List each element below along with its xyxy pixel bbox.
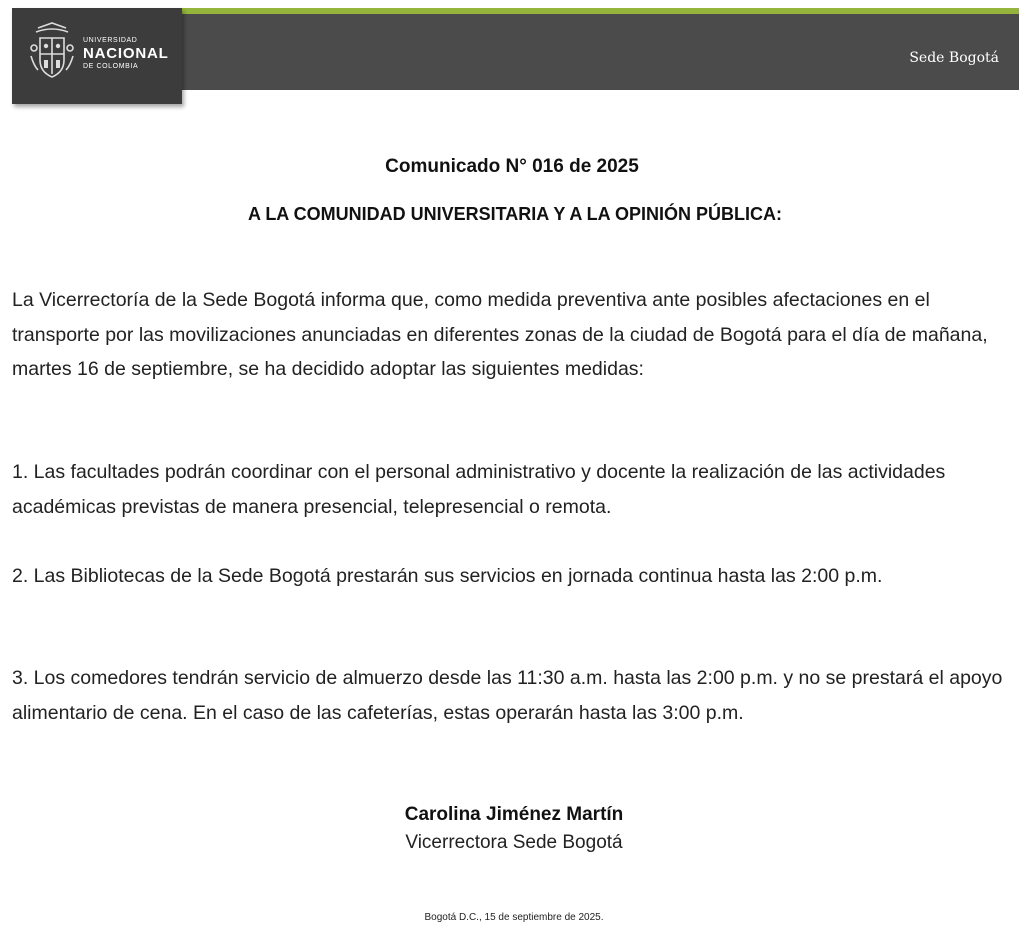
page-header [12, 8, 1019, 90]
measure-1-paragraph: 1. Las facultades podrán coordinar con el personal administrativo y docente la realización de las actividades académicas previstas de manera presencial, telepresencial o remota. [12, 461, 946, 518]
logo-line-universidad: UNIVERSIDAD [83, 37, 138, 44]
university-logo[interactable] [12, 8, 182, 104]
measure-2-paragraph: 2. Las Bibliotecas de la Sede Bogotá prestarán sus servicios en jornada continua hasta las 2:00 p.m. [12, 565, 883, 587]
logo-line-colombia: DE COLOMBIA [83, 63, 139, 70]
document-date: Bogotá D.C., 15 de septiembre de 2025. [424, 912, 604, 923]
signature-name: Carolina Jiménez Martín [404, 804, 624, 825]
logo-line-nacional: NACIONAL [83, 45, 169, 62]
sede-label[interactable]: Sede Bogotá [909, 50, 999, 66]
document-title: Comunicado N° 016 de 2025 [385, 156, 639, 177]
crest-icon [28, 20, 76, 82]
document-subtitle: A LA COMUNIDAD UNIVERSITARIA Y A LA OPINIÓN PÚBLICA: [247, 204, 782, 224]
intro-paragraph: La Vicerrectoría de la Sede Bogotá informa que, como medida preventiva ante posibles afectaciones en el transporte por las movilizaciones anunciadas en diferentes zonas de la ciudad de Bogotá para el día de mañana, martes 16 de septiembre, se ha decidido adoptar las siguientes medidas: [12, 289, 988, 380]
signature-role: Vicerrectora Sede Bogotá [405, 832, 623, 853]
measure-3-paragraph: 3. Los comedores tendrán servicio de almuerzo desde las 11:30 a.m. hasta las 2:00 p.m. y no se prestará el apoyo alimentario de cena. En el caso de las cafeterías, estas operarán hasta las 3:00 p.m. [12, 667, 1003, 724]
logo-text [83, 37, 169, 70]
